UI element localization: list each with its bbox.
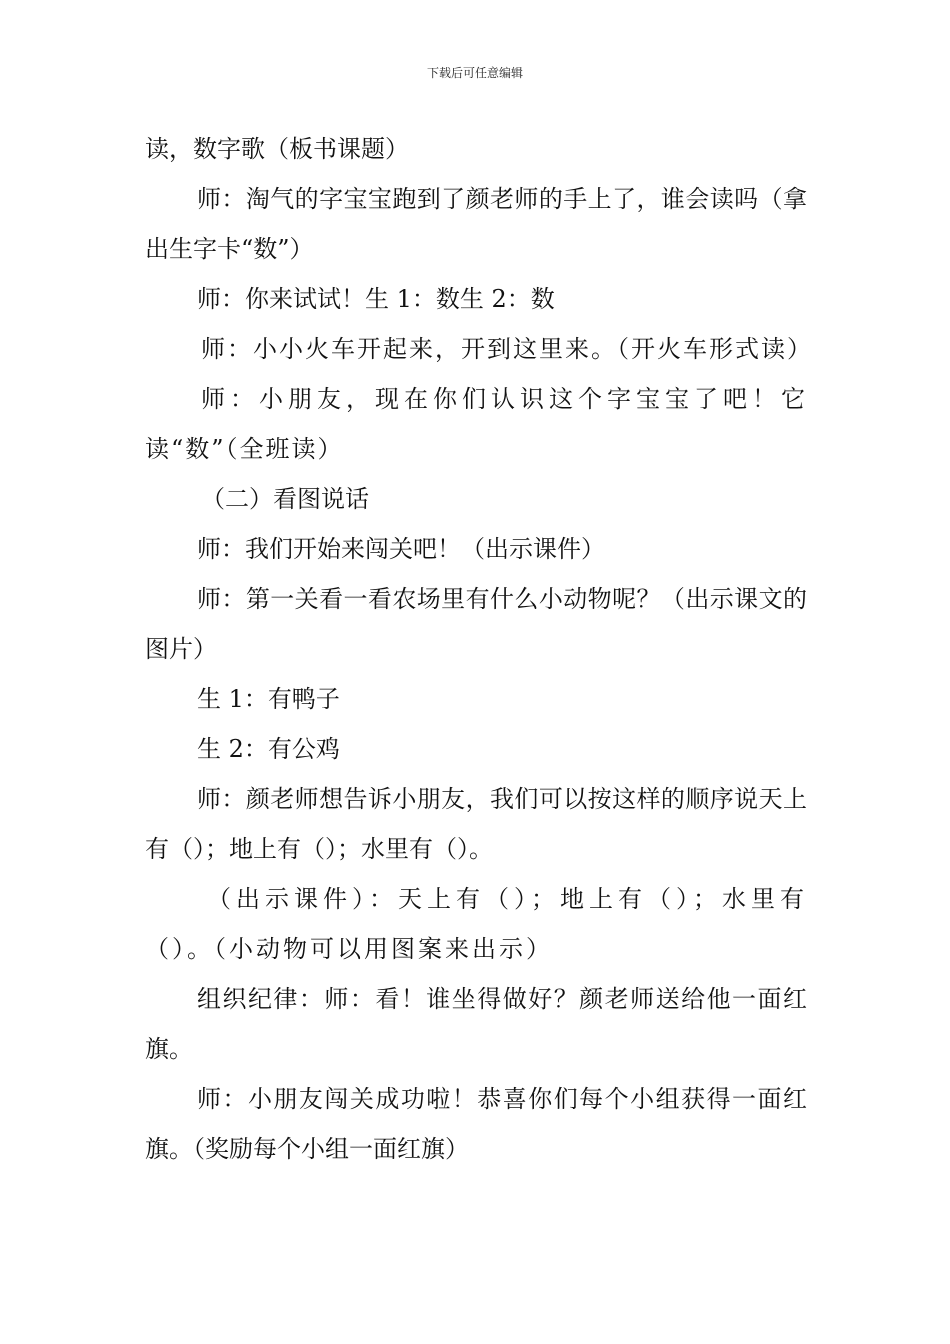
page-header: 下载后可任意编辑 (426, 66, 523, 80)
paragraph-train: 师：小小火车开起来，开到这里来。（开火车形式读） (201, 335, 813, 363)
paragraph-order: 师：颜老师想告诉小朋友，我们可以按这样的顺序说天上有（）；地上有（）；水里有（）。 (145, 785, 807, 863)
paragraph-student-2: 生 2：有公鸡 (197, 735, 340, 763)
section-heading: （二）看图说话 (201, 485, 369, 513)
paragraph-level-one: 师：第一关看一看农场里有什么小动物呢？（出示课文的图片） (145, 585, 807, 663)
paragraph-success: 师：小朋友闯关成功啦！恭喜你们每个小组获得一面红旗。（奖励每个小组一面红旗） (145, 1085, 807, 1163)
paragraph-courseware: （出示课件）：天上有（）；地上有（）；水里有（）。（小动物可以用图案来出示） (145, 885, 807, 963)
paragraph-discipline: 组织纪律：师：看！谁坐得做好？颜老师送给他一面红旗。 (145, 985, 807, 1063)
paragraph-student-1: 生 1：有鸭子 (197, 685, 340, 713)
paragraph-teacher-card: 师：淘气的字宝宝跑到了颜老师的手上了，谁会读吗（拿出生字卡“数”） (145, 185, 807, 263)
paragraph-recognize: 师：小朋友，现在你们认识这个字宝宝了吧！它读“数”（全班读） (145, 385, 807, 463)
document-body (145, 124, 813, 1174)
paragraph-title-line: 读，数字歌（板书课题） (145, 135, 409, 163)
paragraph-start: 师：我们开始来闯关吧！（出示课件） (197, 535, 605, 563)
paragraph-try: 师：你来试试！生 1：数生 2：数 (197, 285, 555, 313)
